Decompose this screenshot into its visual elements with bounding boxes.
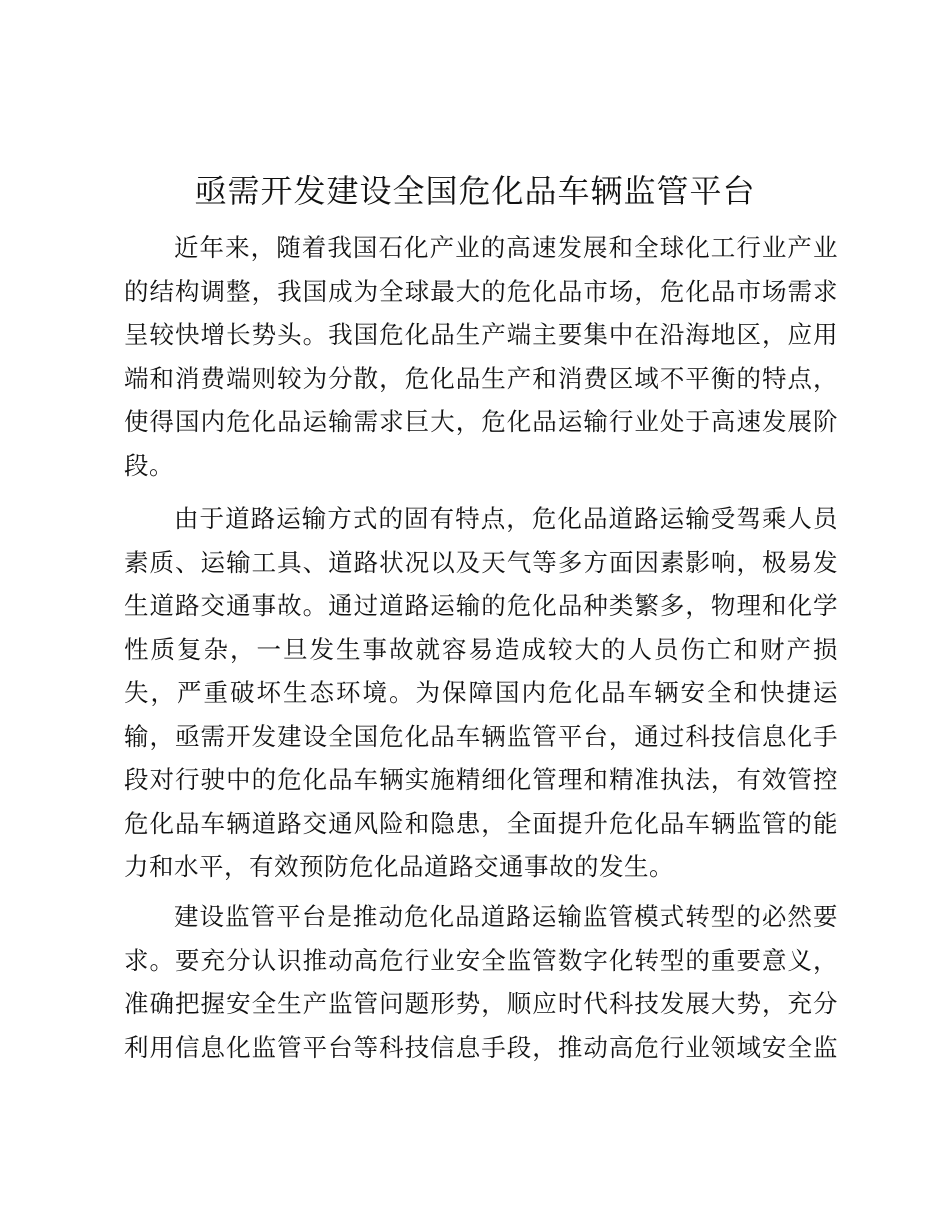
paragraph-line: 素质、运输工具、道路状况以及天气等多方面因素影响，极易发 xyxy=(124,547,838,577)
paragraph-line: 端和消费端则较为分散，危化品生产和消费区域不平衡的特点， xyxy=(124,363,838,393)
paragraph-line: 呈较快增长势头。我国危化品生产端主要集中在沿海地区，应用 xyxy=(124,320,838,349)
paragraph-2 xyxy=(124,497,838,889)
paragraph-line: 生道路交通事故。通过道路运输的危化品种类繁多，物理和化学 xyxy=(124,591,838,620)
paragraph-line: 失，严重破坏生态环境。为保障国内危化品车辆安全和快捷运 xyxy=(124,678,838,707)
paragraph-line: 性质复杂，一旦发生事故就容易造成较大的人员伤亡和财产损 xyxy=(124,634,838,664)
paragraph-line: 求。要充分认识推动高危行业安全监管数字化转型的重要意义， xyxy=(124,945,838,975)
paragraph-line: 建设监管平台是推动危化品道路运输监管模式转型的必然要 xyxy=(174,902,838,931)
paragraph-line: 的结构调整，我国成为全球最大的危化品市场，危化品市场需求 xyxy=(124,276,838,306)
paragraph-line: 准确把握安全生产监管问题形势，顺应时代科技发展大势，充分 xyxy=(124,989,838,1018)
paragraph-line: 由于道路运输方式的固有特点，危化品道路运输受驾乘人员 xyxy=(174,504,838,533)
paragraph-1 xyxy=(124,226,838,487)
paragraph-3 xyxy=(124,895,838,1069)
paragraph-line: 近年来，随着我国石化产业的高速发展和全球化工行业产业 xyxy=(174,233,838,262)
paragraph-line: 段。 xyxy=(124,450,174,480)
paragraph-line: 使得国内危化品运输需求巨大，危化品运输行业处于高速发展阶 xyxy=(124,407,838,436)
paragraph-line: 力和水平，有效预防危化品道路交通事故的发生。 xyxy=(124,852,674,881)
paragraph-line: 危化品车辆道路交通风险和隐患，全面提升危化品车辆监管的能 xyxy=(124,808,838,838)
paragraph-line: 段对行驶中的危化品车辆实施精细化管理和精准执法，有效管控 xyxy=(124,765,838,794)
document-title: 亟需开发建设全国危化品车辆监管平台 xyxy=(194,172,756,210)
paragraph-line: 利用信息化监管平台等科技信息手段，推动高危行业领域安全监 xyxy=(124,1032,838,1062)
paragraph-line: 输，亟需开发建设全国危化品车辆监管平台，通过科技信息化手 xyxy=(124,721,838,751)
